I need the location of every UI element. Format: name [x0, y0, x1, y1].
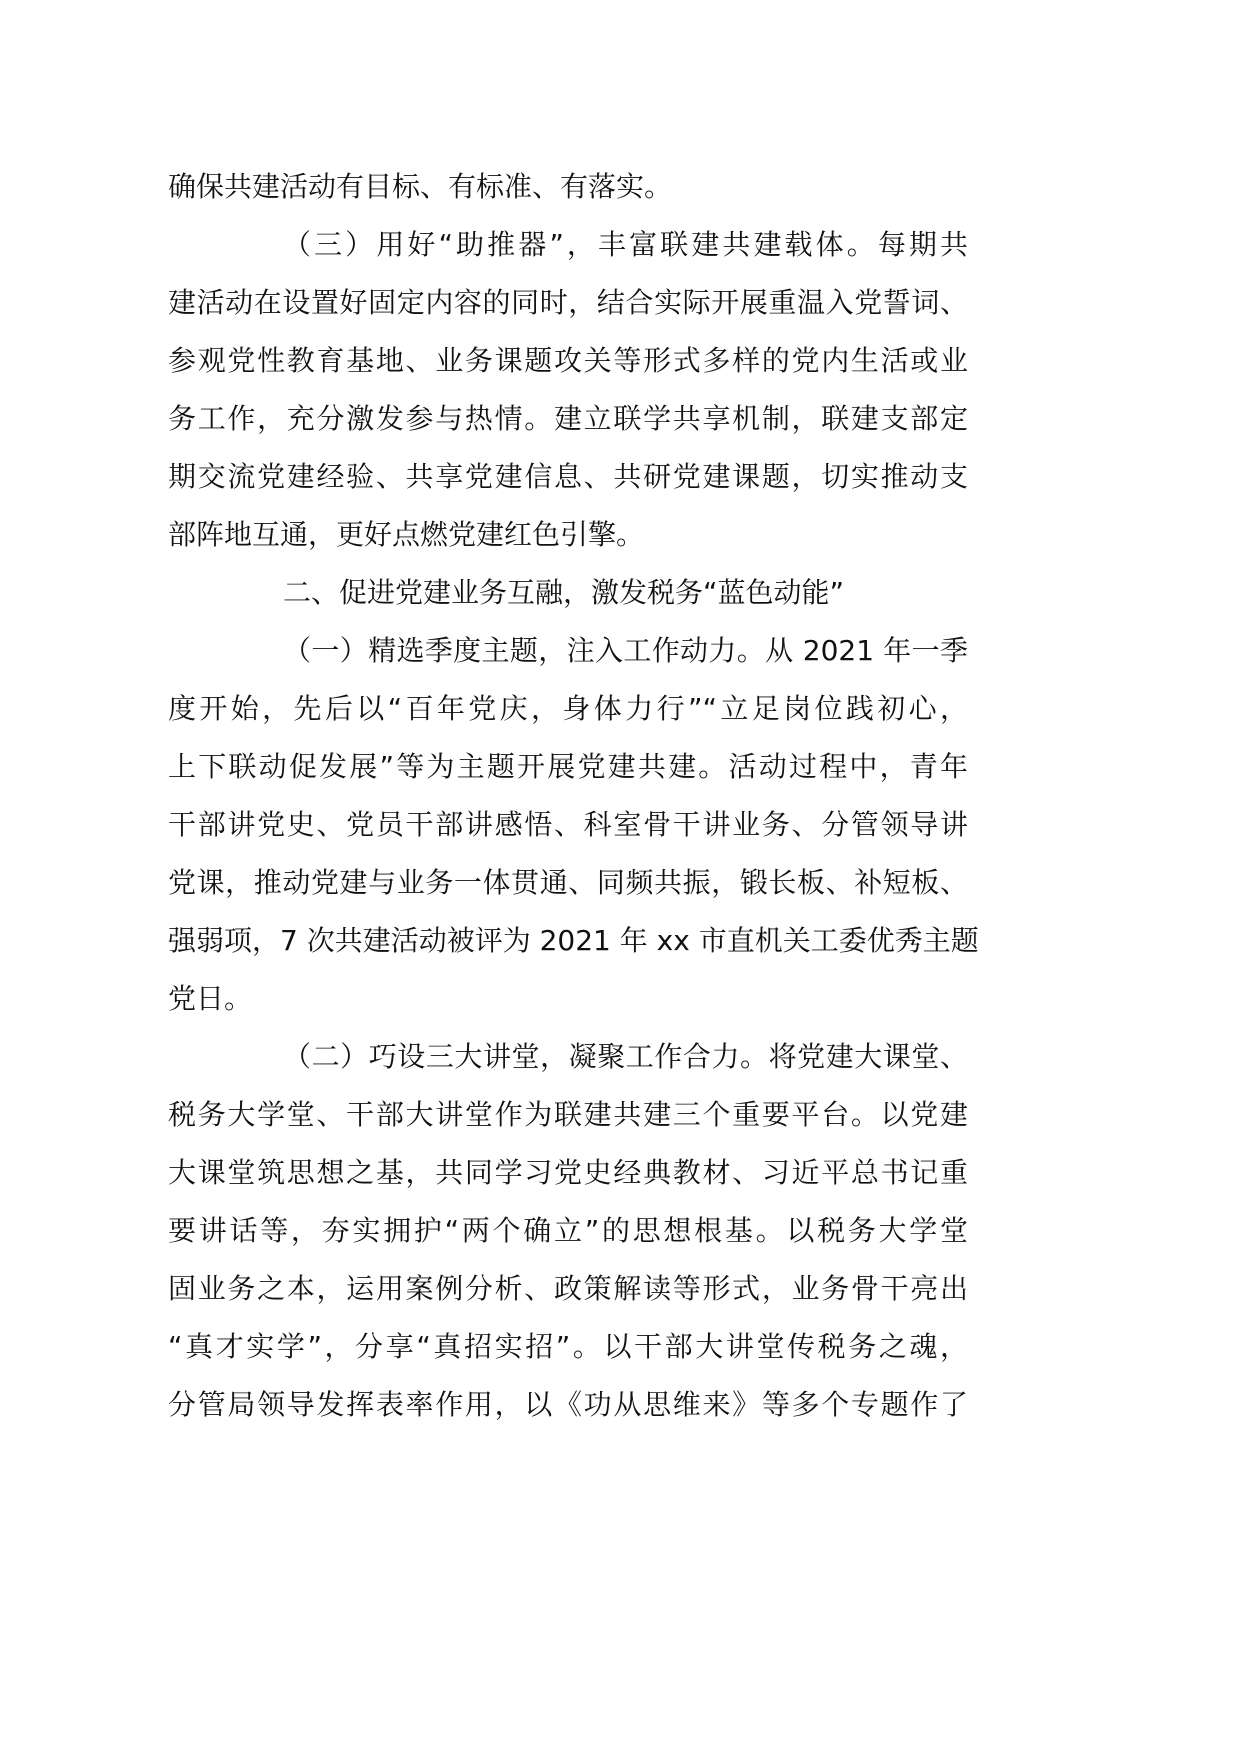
- text-line: 党课，推动党建与业务一体贯通、同频共振，锻长板、补短板、: [168, 866, 968, 899]
- text-line: 分管局领导发挥表率作用，以《功从思维来》等多个专题作了: [168, 1388, 968, 1421]
- text-line: “真才实学”，分享“真招实招”。以干部大讲堂传税务之魂，: [168, 1330, 968, 1363]
- text-line: （一）精选季度主题，注入工作动力。从 2021 年一季: [283, 634, 968, 667]
- text-line: （二）巧设三大讲堂，凝聚工作合力。将党建大课堂、: [283, 1040, 968, 1073]
- text-line: （三）用好“助推器”，丰富联建共建载体。每期共: [283, 228, 968, 261]
- text-line: 上下联动促发展”等为主题开展党建共建。活动过程中，青年: [168, 750, 968, 783]
- text-line: 党日。: [168, 982, 253, 1015]
- text-line: 二、促进党建业务互融，激发税务“蓝色动能”: [283, 576, 845, 609]
- text-line: 度开始，先后以“百年党庆，身体力行”“立足岗位践初心，: [168, 692, 968, 725]
- text-line: 强弱项，7 次共建活动被评为 2021 年 xx 市直机关工委优秀主题: [168, 924, 979, 957]
- text-line: 确保共建活动有目标、有标准、有落实。: [168, 170, 673, 203]
- text-line: 要讲话等，夯实拥护“两个确立”的思想根基。以税务大学堂: [168, 1214, 968, 1247]
- text-line: 干部讲党史、党员干部讲感悟、科室骨干讲业务、分管领导讲: [168, 808, 968, 841]
- text-line: 务工作，充分激发参与热情。建立联学共享机制，联建支部定: [168, 402, 968, 435]
- text-line: 参观党性教育基地、业务课题攻关等形式多样的党内生活或业: [168, 344, 968, 377]
- text-line: 固业务之本，运用案例分析、政策解读等形式，业务骨干亮出: [168, 1272, 968, 1305]
- text-line: 部阵地互通，更好点燃党建红色引擎。: [168, 518, 645, 551]
- text-line: 建活动在设置好固定内容的同时，结合实际开展重温入党誓词、: [168, 286, 968, 319]
- document-page: [168, 158, 979, 1434]
- text-line: 大课堂筑思想之基，共同学习党史经典教材、习近平总书记重: [168, 1156, 968, 1189]
- text-line: 税务大学堂、干部大讲堂作为联建共建三个重要平台。以党建: [168, 1098, 968, 1131]
- text-line: 期交流党建经验、共享党建信息、共研党建课题，切实推动支: [168, 460, 968, 493]
